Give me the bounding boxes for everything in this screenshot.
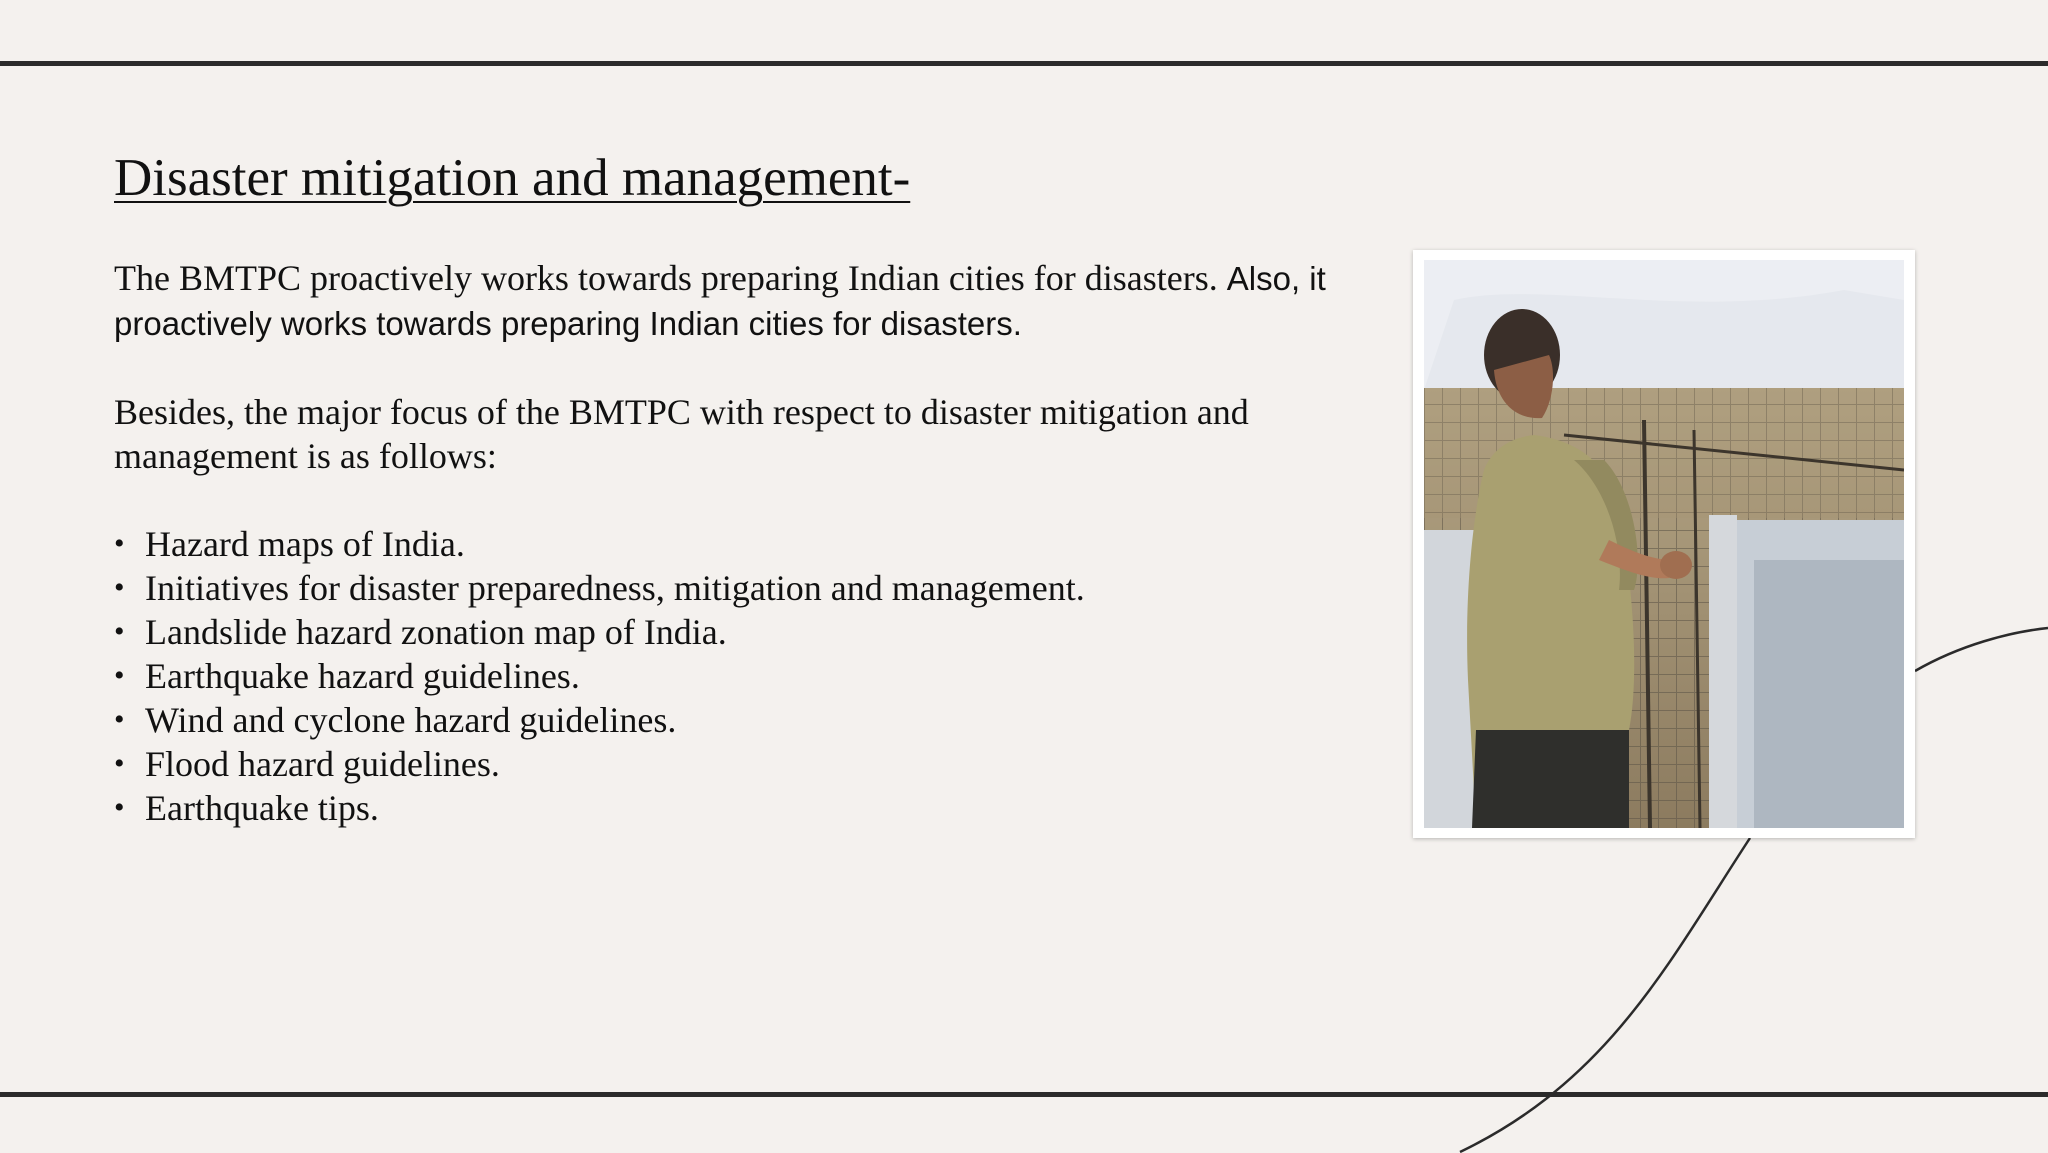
bottom-rule: [0, 1092, 2048, 1097]
focus-bullet-list: [114, 522, 1394, 830]
top-rule: [0, 61, 2048, 66]
bullet-icon: •: [114, 659, 125, 692]
list-item: • Hazard maps of India.: [114, 524, 465, 564]
list-item: • Landslide hazard zonation map of India.: [114, 612, 727, 652]
bullet-icon: •: [114, 571, 125, 604]
bullet-icon: •: [114, 791, 125, 824]
photo-illustration: [1424, 260, 1904, 828]
slide-title: Disaster mitigation and management-: [114, 149, 911, 207]
list-item: • Earthquake tips.: [114, 788, 379, 828]
list-item: • Earthquake hazard guidelines.: [114, 656, 580, 696]
bullet-icon: •: [114, 527, 125, 560]
list-item: • Wind and cyclone hazard guidelines.: [114, 700, 677, 740]
intro-serif-text: The BMTPC proactively works towards preparing Indian cities for disasters.: [114, 258, 1227, 298]
intro-paragraph: [114, 256, 1394, 346]
bullet-icon: •: [114, 615, 125, 648]
construction-worker-photo: [1413, 250, 1915, 838]
bullet-icon: •: [114, 747, 125, 780]
bullet-icon: •: [114, 703, 125, 736]
list-item: • Initiatives for disaster preparedness, mitigation and management.: [114, 568, 1085, 608]
list-item: • Flood hazard guidelines.: [114, 744, 500, 784]
focus-paragraph: Besides, the major focus of the BMTPC with respect to disaster mitigation and management is as follows:: [114, 392, 1249, 476]
intro-sans-text: Also, it proactively works towards preparing Indian cities for disasters.: [114, 260, 1326, 342]
slide-body: [114, 256, 1394, 830]
